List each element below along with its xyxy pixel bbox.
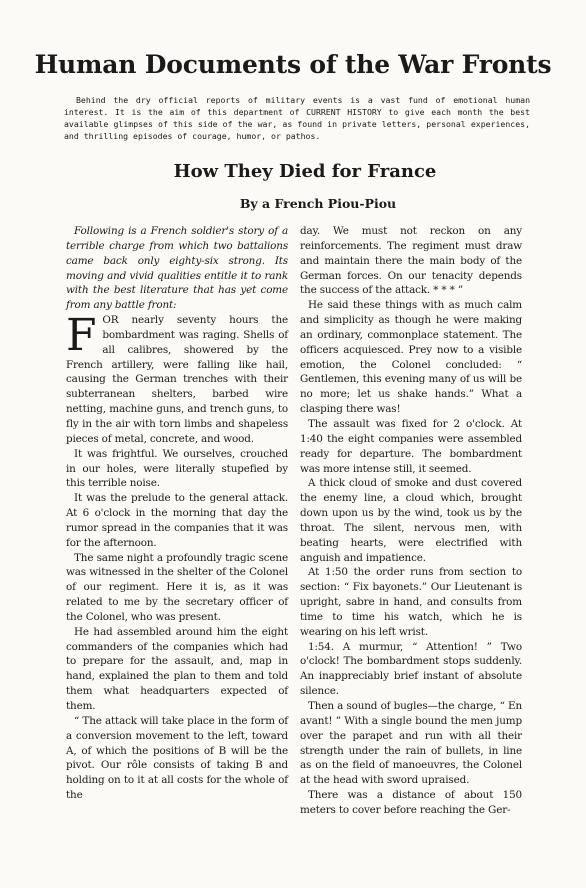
- paragraph: Then a sound of bugles—the charge, “ En avant! ” With a single bound the men jump over the parapet and run with all their strength under the rain of bullets, in line as on the field of manoeuvres, the Colonel at the head with sword upraised.: [300, 700, 522, 787]
- opening-paragraph: [66, 310, 288, 447]
- page-title: Human Documents of the War Fronts: [34, 50, 552, 79]
- paragraph: There was a distance of about 150 meters to cover before reaching the Ger-: [300, 789, 522, 816]
- right-column: [300, 224, 522, 818]
- left-column: [66, 224, 288, 803]
- drop-cap: F: [66, 310, 97, 362]
- article-byline: By a French Piou-Piou: [239, 196, 397, 211]
- paragraph: At 1:50 the order runs from section to section: “ Fix bayonets.” Our Lieutenant is upright, sabre in hand, and consults from time to time his watch, which he is wearing on his left wrist.: [300, 566, 522, 638]
- paragraph-text: OR nearly seventy hours the bombardment was raging. Shells of all calibres, showered by the French artillery, were falling like hail, causing the German trenches with their subterranean shelters, barbed wire netting, machine guns, and trench guns, to fly in the air with torn limbs and shapeless pieces of metal, concrete, and wood.: [66, 314, 288, 445]
- paragraph: The assault was fixed for 2 o'clock. At 1:40 the eight companies were assembled ready for departure. The bombardment was more intense still, it seemed.: [300, 417, 522, 475]
- paragraph: A thick cloud of smoke and dust covered the enemy line, a cloud which, brought down upon us by the wind, took us by the throat. The silent, nervous men, with beating hearts, were electrified with anguish and impatience.: [300, 477, 522, 564]
- paragraph: He had assembled around him the eight commanders of the companies which had to prepare for the assault, and, map in hand, explained the plan to them and told them what headquarters expected of them.: [66, 625, 288, 712]
- paragraph: He said these things with as much calm and simplicity as though he were making an ordinary, commonplace statement. The officers acquiesced. Prey now to a visible emotion, the Colonel concluded: “ Gentlemen, this evening many of us will be no more; let us shake hands.” What a clasping there was!: [300, 299, 522, 416]
- paragraph: It was the prelude to the general attack. At 6 o'clock in the morning that day the rumor spread in the companies that it was for the afternoon.: [66, 492, 288, 549]
- paragraph: “ The attack will take place in the form of a conversion movement to the left, toward A, of which the positions of B will be the pivot. Our rôle consists of taking B and holding on to it at all costs for the whole of the: [66, 714, 288, 802]
- lead-paragraph: Following is a French soldier's story of a terrible charge from which two battalions came back only eighty-six strong. Its moving and vivid qualities entitle it to rank with the best literature that has yet come from any battle front:: [66, 225, 288, 312]
- article-title: How They Died for France: [173, 161, 437, 182]
- paragraph: The same night a profoundly tragic scene was witnessed in the shelter of the Colonel of our regiment. Here it is, as it was related to me by the secretary officer of the Colonel, who was present.: [66, 551, 288, 623]
- department-intro: Behind the dry official reports of military events is a vast fund of emotional human interest. It is the aim of this department of CURRENT HISTORY to give each month the best available glimpses of this side of the war, as found in private letters, personal experiences, and thrilling episodes of courage, humor, or pathos.: [64, 95, 530, 141]
- paragraph: 1:54. A murmur, “ Attention! ” Two o'clock! The bombardment stops suddenly. An inappreciably brief instant of absolute silence.: [300, 640, 522, 698]
- paragraph: day. We must not reckon on any reinforcements. The regiment must draw and maintain there the main body of the German forces. On our tenacity depends the success of the attack. * * * ”: [300, 225, 522, 297]
- paragraph: It was frightful. We ourselves, crouched in our holes, were literally stupefied by this terrible noise.: [66, 447, 288, 490]
